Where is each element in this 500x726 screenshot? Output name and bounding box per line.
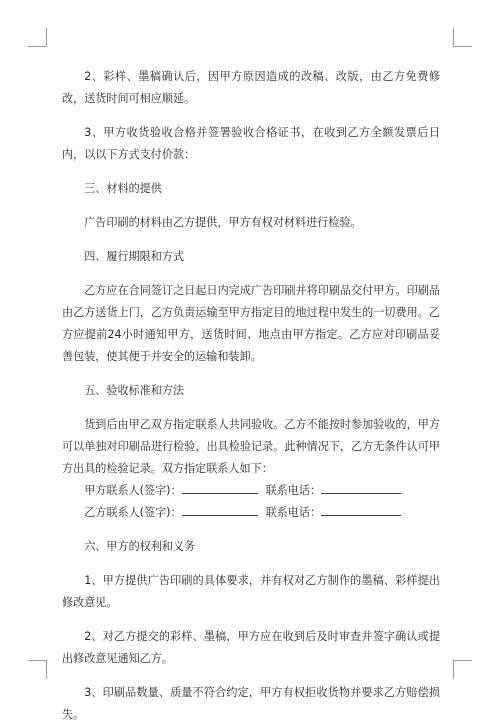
- acceptance-paragraph: 货到后由甲乙双方指定联系人共同验收。乙方不能按时参加验收的，甲方可以单独对印刷品进行检验，出具检验记录。此种情况下，乙方无条件认可甲方出具的检验记录。双方指定联系人如下：: [62, 418, 440, 475]
- section-heading-party-a-rights: 六、甲方的权利和义务: [84, 540, 196, 553]
- clause-3-payment: 3、甲方收货验收合格并签署验收合格证书，在收到乙方全额发票后日内，以以下方式支付价款：: [62, 126, 440, 161]
- section-heading-performance: 四、履行期限和方式: [84, 250, 185, 263]
- party-a-signature-row: [62, 480, 440, 502]
- document-body: [62, 66, 440, 726]
- clause-2-proof-confirmation: 2、彩样、墨稿确认后，因甲方原因造成的改稿、改版，由乙方免费修改，送货时间可相应顺延。: [62, 70, 440, 105]
- party-a-contact-label: 甲方联系人(签字)：: [84, 484, 182, 497]
- party-b-contact-label: 乙方联系人(签字)：: [84, 506, 182, 519]
- party-a-phone-line: [321, 481, 401, 494]
- party-a-signature-line: [182, 481, 258, 494]
- party-a-rights-clause-3: 3、印刷品数量、质量不符合约定，甲方有权拒收货物并要求乙方赔偿损失。: [62, 686, 440, 721]
- section-heading-acceptance: 五、验收标准和方法: [84, 384, 185, 397]
- party-a-phone-label: 联系电话：: [265, 484, 322, 497]
- crop-mark-bottom-left: [28, 660, 47, 679]
- party-b-signature-row: [62, 502, 440, 524]
- section-heading-materials: 三、材料的提供: [84, 182, 162, 195]
- crop-mark-bottom-right: [453, 660, 472, 679]
- crop-mark-top-right: [453, 28, 472, 47]
- party-a-rights-clause-2: 2、对乙方提交的彩样、墨稿，甲方应在收到后及时审查并签字确认或提出修改意见通知乙方。: [62, 630, 440, 665]
- party-b-signature-line: [182, 503, 258, 516]
- party-a-rights-clause-1: 1、甲方提供广告印刷的具体要求，并有权对乙方制作的墨稿、彩样提出修改意见。: [62, 574, 440, 609]
- performance-paragraph: 乙方应在合同签订之日起日内完成广告印刷并将印刷品交付甲方。印刷品由乙方送货上门，乙方负责运输至甲方指定目的地过程中发生的一切费用。乙方应提前24小时通知甲方，送货时间、地点由甲方指定。乙方应对印刷品妥善包装，使其便于并安全的运输和装卸。: [62, 284, 440, 363]
- materials-paragraph: 广告印刷的材料由乙方提供，甲方有权对材料进行检验。: [84, 216, 362, 229]
- crop-mark-top-left: [28, 28, 47, 47]
- party-b-phone-label: 联系电话：: [265, 506, 322, 519]
- party-b-phone-line: [321, 503, 401, 516]
